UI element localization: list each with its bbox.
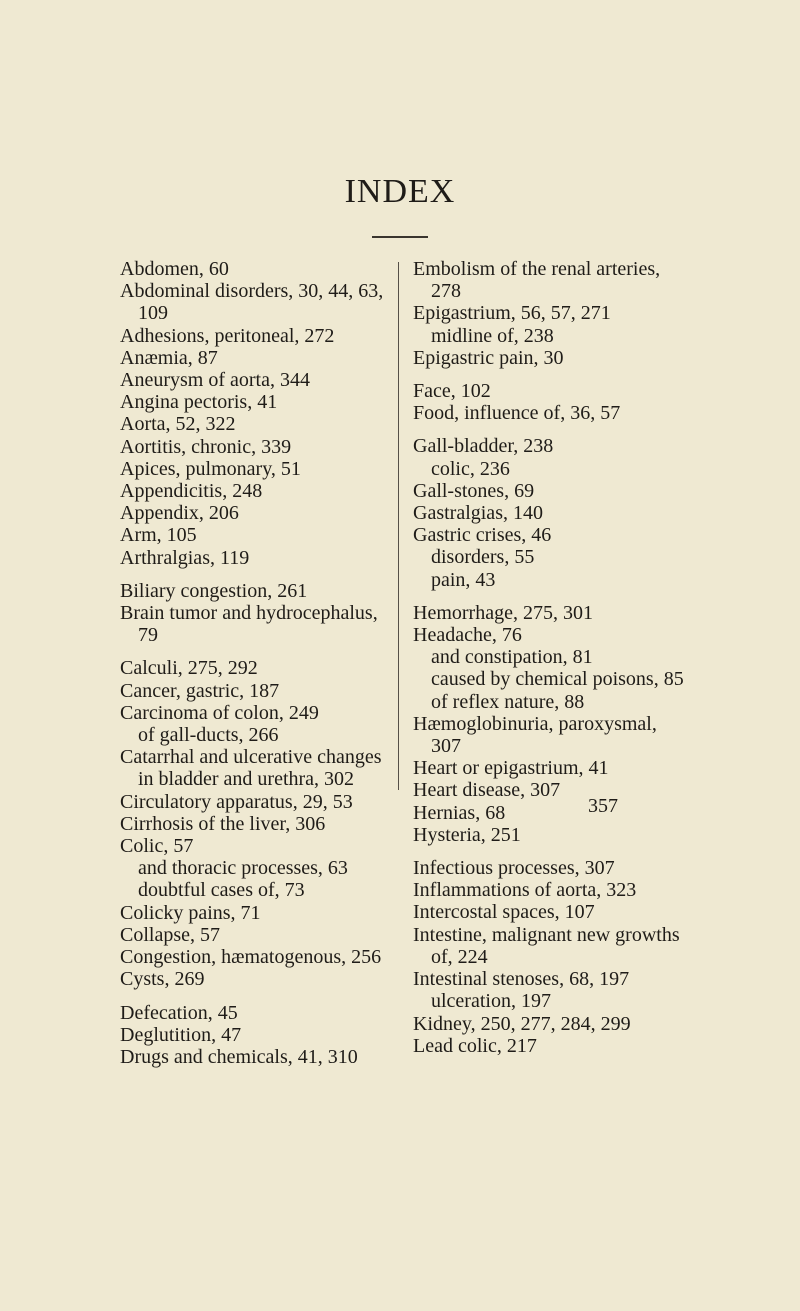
index-entry: Angina pectoris, 41 — [120, 391, 278, 414]
index-entry: Circulatory apparatus, 29, 53 — [120, 790, 353, 813]
index-entry: Cancer, gastric, 187 — [120, 679, 280, 702]
index-entry: Food, influence of, 36, 57 — [413, 402, 621, 425]
index-entry: Inflammations of aorta, 323 — [413, 879, 637, 902]
index-entry: Heart or epigastrium, 41 — [413, 757, 609, 780]
index-entry: Aneurysm of aorta, 344 — [120, 369, 310, 392]
index-entry: Colicky pains, 71 — [120, 901, 261, 924]
index-entry: Embolism of the renal arteries, 278 — [413, 258, 661, 303]
section-gap — [120, 646, 392, 657]
index-entry: Adhesions, peritoneal, 272 — [120, 324, 335, 347]
index-subentry: midline of, 238 — [431, 324, 554, 347]
index-entry: Aortitis, chronic, 339 — [120, 435, 292, 458]
index-entry: Intestine, malignant new growths of, 224 — [413, 923, 680, 968]
index-entry: Gastric crises, 46 — [413, 524, 552, 547]
index-subentry: colic, 236 — [431, 457, 510, 480]
section-gap — [413, 424, 691, 435]
index-entry: Abdominal disorders, 30, 44, 63, 109 — [120, 280, 384, 325]
index-entry: Lead colic, 217 — [413, 1034, 537, 1057]
index-entry: Biliary congestion, 261 — [120, 579, 308, 602]
index-entry: Arthralgias, 119 — [120, 546, 250, 569]
section-gap — [120, 991, 392, 1002]
index-entry: Kidney, 250, 277, 284, 299 — [413, 1012, 631, 1035]
index-entry: Cirrhosis of the liver, 306 — [120, 812, 326, 835]
index-entry: Congestion, hæmatogenous, 256 — [120, 946, 382, 969]
column-divider — [398, 262, 399, 790]
index-entry: Hæmoglobinuria, paroxysmal, 307 — [413, 712, 657, 758]
index-subentry: caused by chemical poisons, 85 — [431, 668, 684, 691]
index-entry: Cysts, 269 — [120, 968, 205, 991]
index-entry: Abdomen, 60 — [120, 258, 229, 280]
page-number: 357 — [588, 795, 618, 817]
index-entry: Heart disease, 307 — [413, 779, 561, 802]
index-entry: Hemorrhage, 275, 301 — [413, 601, 593, 624]
index-entry: Colic, 57 — [120, 835, 194, 858]
title-rule — [372, 236, 428, 238]
section-gap — [413, 591, 691, 602]
index-subentry: and constipation, 81 — [431, 646, 593, 669]
index-entry: Drugs and chemicals, 41, 310 — [120, 1045, 358, 1068]
section-gap — [413, 846, 691, 857]
index-subentry: ulceration, 197 — [431, 990, 551, 1013]
index-entry: Face, 102 — [413, 380, 491, 403]
index-entry: Intestinal stenoses, 68, 197 — [413, 968, 630, 991]
index-entry: Calculi, 275, 292 — [120, 657, 258, 680]
section-gap — [120, 569, 392, 580]
index-entry: Deglutition, 47 — [120, 1023, 242, 1046]
index-entry: Gall-stones, 69 — [413, 479, 535, 502]
page-title: INDEX — [344, 173, 456, 210]
index-subentry: pain, 43 — [431, 568, 496, 591]
index-entry: Epigastrium, 56, 57, 271 — [413, 302, 611, 325]
index-subentry: and thoracic processes, 63 — [138, 857, 348, 880]
index-column-left — [120, 258, 392, 1068]
index-entry: Carcinoma of colon, 249 — [120, 701, 319, 724]
index-entry: Defecation, 45 — [120, 1001, 238, 1024]
index-entry: Intercostal spaces, 107 — [413, 901, 595, 924]
index-entry: Catarrhal and ulcerative changes in bladder and urethra, 302 — [120, 746, 382, 791]
index-entry: Hernias, 68 — [413, 801, 506, 824]
index-entry: Apices, pulmonary, 51 — [120, 457, 301, 480]
index-entry: Infectious processes, 307 — [413, 857, 615, 880]
index-subentry: of reflex nature, 88 — [431, 690, 585, 713]
index-entry: Brain tumor and hydrocephalus, 79 — [120, 602, 378, 647]
index-entry: Anæmia, 87 — [120, 346, 218, 369]
index-entry: Gall-bladder, 238 — [413, 435, 554, 458]
index-entry: Gastralgias, 140 — [413, 502, 543, 525]
section-gap — [413, 369, 691, 380]
index-entry: Headache, 76 — [413, 624, 522, 647]
index-subentry: doubtful cases of, 73 — [138, 879, 305, 902]
index-entry: Collapse, 57 — [120, 923, 220, 946]
index-entry: Appendix, 206 — [120, 502, 239, 525]
index-entry: Appendicitis, 248 — [120, 480, 263, 503]
index-subentry: of gall-ducts, 266 — [138, 724, 279, 747]
index-entry: Epigastric pain, 30 — [413, 346, 564, 369]
index-subentry: disorders, 55 — [431, 546, 535, 569]
index-entry: Arm, 105 — [120, 524, 197, 547]
index-entry: Aorta, 52, 322 — [120, 413, 236, 436]
index-column-right — [413, 258, 691, 1057]
index-entry: Hysteria, 251 — [413, 823, 521, 846]
